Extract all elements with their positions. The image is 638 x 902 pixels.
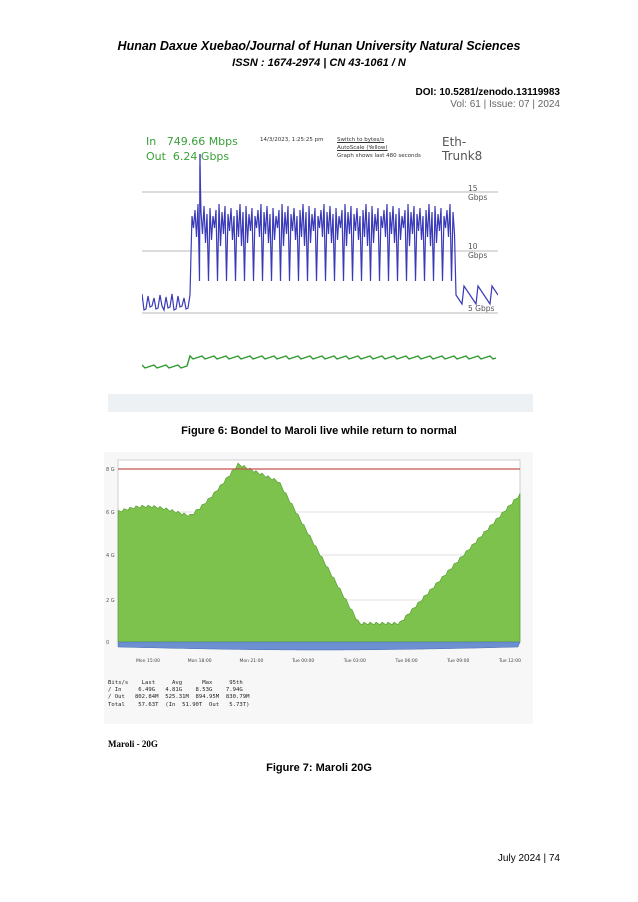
traffic-stats bbox=[108, 680, 249, 709]
issn-line: ISSN : 1674-2974 | CN 43-1061 / N bbox=[232, 57, 406, 69]
tick-5-gbps: 5 Gbps bbox=[468, 304, 495, 313]
graph-timestamp: 14/3/2023, 1:25:25 pm bbox=[260, 137, 324, 143]
figure-6-graph bbox=[142, 126, 498, 374]
journal-title: Hunan Daxue Xuebao/Journal of Hunan University Natural Sciences bbox=[117, 39, 521, 53]
stats-line: / Out 802.84M 525.31M 894.95M 830.79M bbox=[108, 694, 250, 701]
y-tick-label: 2 G bbox=[106, 598, 115, 604]
switch-bytes-link[interactable]: Switch to bytes/s bbox=[337, 137, 385, 143]
graph-window-note: Graph shows last 480 seconds bbox=[337, 153, 421, 159]
interface-name: Eth-Trunk8 bbox=[442, 135, 483, 163]
x-tick-label: Mon 18:00 bbox=[187, 659, 212, 664]
tick-10-gbps: 10 Gbps bbox=[468, 242, 488, 260]
doi: DOI: 10.5281/zenodo.13119983 bbox=[415, 87, 560, 98]
x-tick-label: Mon 15:00 bbox=[136, 659, 160, 664]
page-footer: July 2024 | 74 bbox=[497, 853, 560, 864]
x-tick-label: Tue 12:00 bbox=[498, 659, 522, 664]
out-traffic-line bbox=[142, 356, 496, 368]
volume-issue: Vol: 61 | Issue: 07 | 2024 bbox=[450, 99, 560, 110]
figure-6-caption: Figure 6: Bondel to Maroli live while return to normal bbox=[181, 425, 457, 437]
stats-line: Total 57.63T (In 51.90T Out 5.73T) bbox=[108, 701, 250, 708]
figure-7-caption: Figure 7: Maroli 20G bbox=[266, 762, 372, 774]
y-tick-label: 0 bbox=[106, 640, 110, 646]
stats-line: Bits/s Last Avg Max 95th bbox=[108, 680, 243, 686]
x-tick-label: Mon 21:00 bbox=[239, 659, 264, 664]
traffic-graph-svg bbox=[142, 126, 498, 374]
y-tick-label: 8 G bbox=[106, 467, 115, 473]
figure-6-bottom-strip bbox=[108, 394, 533, 412]
stats-line: / In 6.49G 4.81G 8.53G 7.94G bbox=[108, 687, 243, 694]
x-tick-label: Tue 00:00 bbox=[292, 659, 315, 664]
y-tick-label: 4 G bbox=[106, 553, 115, 559]
x-tick-label: Tue 03:00 bbox=[343, 659, 366, 664]
x-tick-label: Tue 09:00 bbox=[447, 659, 470, 664]
in-rate-label: In 749.66 Mbps bbox=[146, 135, 238, 148]
x-tick-label: Tue 06:00 bbox=[395, 659, 418, 664]
tick-15-gbps: 15 Gbps bbox=[468, 184, 488, 202]
autoscale-link[interactable]: AutoScale (Yellow) bbox=[337, 145, 388, 151]
out-traffic-area bbox=[118, 642, 520, 650]
in-traffic-line bbox=[142, 166, 498, 310]
figure-7-graph-label: Maroli - 20G bbox=[108, 739, 158, 749]
out-rate-label: Out 6.24 Gbps bbox=[146, 150, 230, 163]
y-tick-label: 6 G bbox=[106, 510, 115, 516]
